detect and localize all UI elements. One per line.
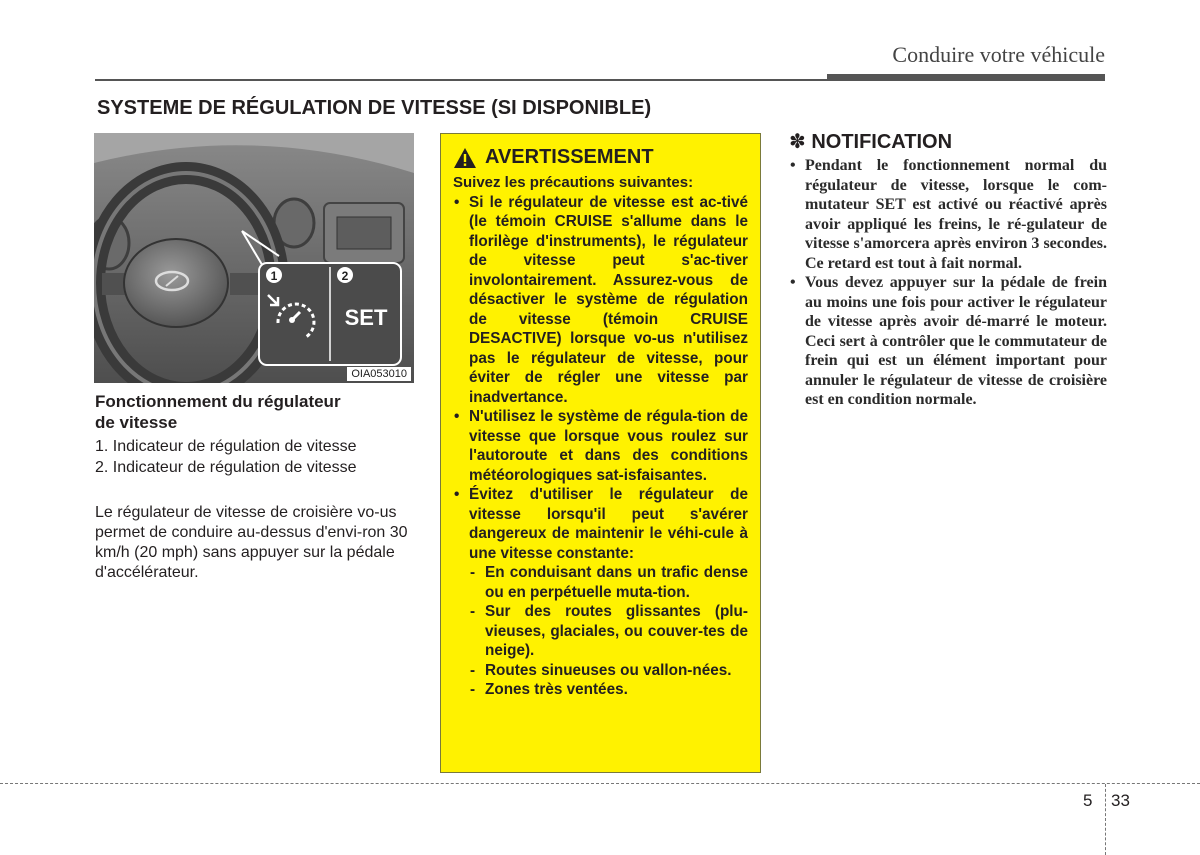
list-item: 1. Indicateur de régulation de vitesse (95, 438, 357, 455)
steering-wheel-illustration (94, 133, 414, 383)
figure-subtitle-line2: de vitesse (95, 413, 178, 432)
warning-intro: Suivez les précautions suivantes: (453, 174, 694, 191)
callout-1: 1 (270, 269, 278, 283)
callout-2: 2 (341, 269, 349, 283)
page-number: 33 (1111, 791, 1130, 810)
list-item: 2. Indicateur de régulation de vitesse (95, 459, 357, 476)
list-item: • N'utilisez le système de régula-tion de vitesse que lorsque vous roulez sur l'autoroute et dans des conditions météorologiques sat-isfaisantes. (453, 407, 748, 485)
set-button-label: SET (344, 305, 388, 330)
list-item (453, 485, 748, 700)
notification-title: ✽ NOTIFICATION (789, 131, 953, 153)
dashboard-figure (94, 133, 414, 383)
section-title: SYSTEME DE RÉGULATION DE VITESSE (SI DISPONIBLE) (97, 97, 652, 119)
warning-heading (453, 146, 748, 169)
list-item: • Vous devez appuyer sur la pédale de frein au moins une fois pour activer le régulateur de vitesse après avoir dé-marré le moteur. Ceci sert à contrôler que le commutateur de frein qui est un élément important pour annuler le régulateur de vitesse de croisière est en condition normale. (789, 273, 1107, 410)
warning-box (440, 133, 761, 773)
notification-list (789, 156, 1107, 410)
chapter-number: 5 (1083, 791, 1093, 810)
figure-subtitle (95, 391, 415, 433)
list-item: • Si le régulateur de vitesse est ac-tivé (le témoin CRUISE s'allume dans le florilège d'instruments), le régulateur de vitesse peut s'ac-tiver involontairement. Assurez-vous de désactiver le système de régulation de vitesse (témoin CRUISE DESACTIVE) lorsque vo-us n'utilisez pas le régulateur de vitesse, pour éviter de régler une vitesse par inadvertance. (453, 193, 748, 408)
list-item: • Pendant le fonctionnement normal du régulateur de vitesse, lorsque le com-mutateur SET est activé ou réactivé après avoir appliqué les freins, le ré-gulateur de vitesse s'amorcera après environ 3 secondes. Ce retard est tout à fait normal. (789, 156, 1107, 273)
warning-list (453, 193, 748, 700)
warning-triangle-icon (453, 147, 477, 169)
footer-divider (0, 783, 1200, 784)
list-item: - Sur des routes glissantes (plu-vieuses, glaciales, ou couver-tes de neige). (469, 602, 748, 661)
running-header: Conduire votre véhicule (892, 42, 1105, 67)
figure-caption: OIA053010 (347, 367, 411, 381)
footer-vertical-divider (1105, 784, 1106, 855)
indicator-list (95, 436, 415, 478)
warning-title: AVERTISSEMENT (485, 146, 654, 168)
list-item: - En conduisant dans un trafic dense ou en perpétuelle muta-tion. (469, 563, 748, 602)
list-item: - Zones très ventées. (469, 680, 748, 700)
header-rule-accent (827, 74, 1105, 81)
list-item: - Routes sinueuses ou vallon-nées. (469, 661, 748, 681)
warning-sub-list (469, 563, 748, 700)
header-rule (95, 79, 835, 81)
intro-paragraph: Le régulateur de vitesse de croisière vo-us permet de conduire au-dessus d'envi-ron 30 km/h (20 mph) sans appuyer sur la pédale d'accélérateur. (95, 504, 408, 581)
figure-subtitle-line1: Fonctionnement du régulateur (95, 392, 341, 411)
warning-item-text: Évitez d'utiliser le régulateur de vitesse lorsqu'il peut s'avérer dangereux de maintenir le véhi-cule à une vitesse constante: (469, 486, 748, 562)
